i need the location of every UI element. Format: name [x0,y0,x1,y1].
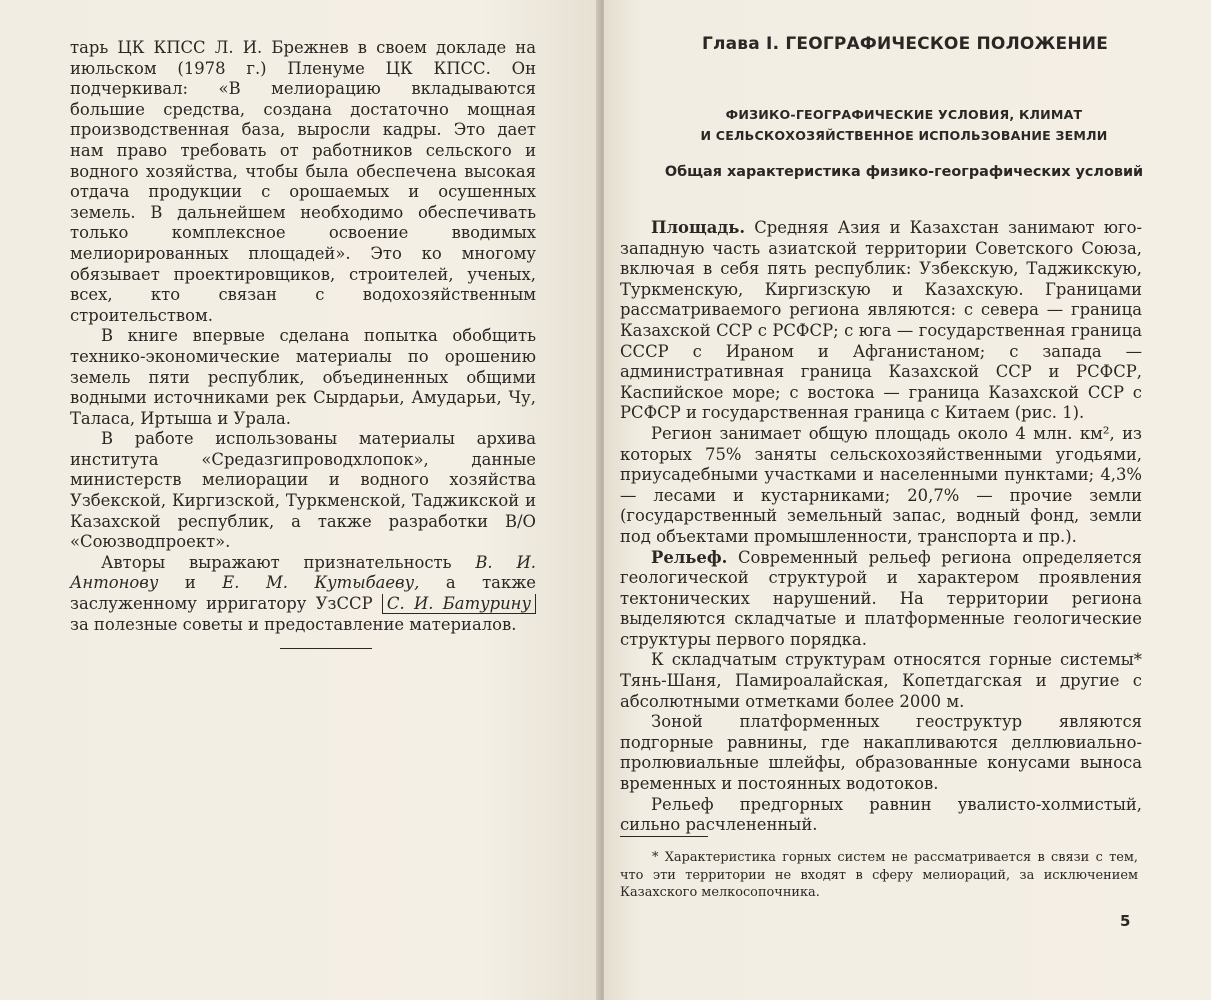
section-title: ФИЗИКО-ГЕОГРАФИЧЕСКИЕ УСЛОВИЯ, КЛИМАТ И СЕЛЬСКОХОЗЯЙСТВЕННОЕ ИСПОЛЬЗОВАНИЕ ЗЕМЛИ [700,107,1108,143]
paragraph-folded-structures: К складчатым структурам относятся горные системы* Тянь-Шаня, Памироалайская, Копетдагская и другие с абсолютными отметками более 2000 м. [620,650,1142,711]
name-kutybaev: Е. М. Кутыбаеву, [222,573,420,593]
runin-area: Площадь. [651,218,746,237]
chapter-title: Глава I. ГЕОГРАФИЧЕСКОЕ ПОЛОЖЕНИЕ [701,34,1109,54]
paragraph-acknowledgements: Авторы выражают признательность В. И. Антонову и Е. М. Кутыбаеву, а также заслуженному ирригатору УзССР С. И. Батурину за полезные советы и предоставление материалов. [70,552,536,634]
paragraph-region-area: Регион занимает общую площадь около 4 млн. км², из которых 75% заняты сельскохозяйственными угодьями, приусадебными участками и населенными пунктами; 4,3% — лесами и кустарниками; 20,7% — прочие земли (государственный земельный запас, водный фонд, земли под объектами промышленности, транспорта и пр.). [620,423,1142,546]
name-antonov: В. И. Антонову [70,552,536,593]
footnote: * Характеристика горных систем не рассматривается в связи с тем, что эти территории не входят в сферу мелиораций, за исключением Казахского мелкосопочника. [620,850,1138,901]
subsection-title: Общая характеристика физико-географических условий [664,164,1144,180]
right-page [604,0,1211,1000]
end-separator-line [280,648,372,649]
runin-relief: Рельеф. [651,547,728,567]
paragraph-sources: В работе использованы материалы архива института «Средазгипроводхлопок», данные министерств мелиорации и водного хозяйства Узбекской, Киргизской, Туркменской, Таджикской и Казахской республик, а также разработки В/О «Союзводпроект». [70,429,536,552]
left-page [0,0,600,1000]
footnote-rule [620,836,708,837]
paragraph-foothill-relief: Рельеф предгорных равнин увалисто-холмистый, сильно расчлененный. [620,794,1142,835]
name-baturin-memorial-box: С. И. Батурину [382,594,536,614]
paragraph-platform-structures: Зоной платформенных геоструктур являются подгорные равнины, где накапливаются деллювиально-пролювиальные шлейфы, образованные конусами выноса временных и постоянных водотоков. [620,712,1142,794]
paragraph-book-aim: В книге впервые сделана попытка обобщить технико-экономические материалы по орошению земель пяти республик, объединенных общими водными источниками рек Сырдарьи, Амударьи, Чу, Таласа, Иртыша и Урала. [70,326,536,428]
paragraph-area: Площадь. Средняя Азия и Казахстан занимают юго-западную часть азиатской территории Советского Союза, включая в себя пять республик: Узбекскую, Таджикскую, Туркменскую, Киргизскую и Казахскую. Границами рассматриваемого региона являются: с севера — граница Казахской ССР с РСФСР; с юга — государственная граница СССР с Ираном и Афганистаном; с запада — административная граница Казахской ССР и РСФСР, Каспийское море; с востока — граница Казахской ССР с РСФСР и государственная граница с Китаем (рис. 1). [620,218,1142,423]
right-page-text [620,218,1142,836]
paragraph-relief: Рельеф. Современный рельеф региона определяется геологической структурой и характером проявления тектонических нарушений. На территории региона выделяются складчатые и платформенные геологические структуры первого порядка. [620,547,1142,649]
paragraph-brezhnev-quote: тарь ЦК КПСС Л. И. Брежнев в своем докладе на июльском (1978 г.) Пленуме ЦК КПСС. Он подчеркивал: «В мелиорацию вкладываются большие средства, создана достаточно мощная производственная база, выросли кадры. Это дает нам право требовать от работников сельского и водного хозяйства, чтобы была обеспечена высокая отдача продукции с орошаемых и осушенных земель. В дальнейшем необходимо обеспечивать только комплексное освоение вводимых мелиорированных площадей». Это ко многому обязывает проектировщиков, строителей, ученых, всех, кто связан с водохозяйственным строительством. [70,38,536,325]
page-number: 5 [1120,912,1131,930]
left-page-text [70,38,536,635]
